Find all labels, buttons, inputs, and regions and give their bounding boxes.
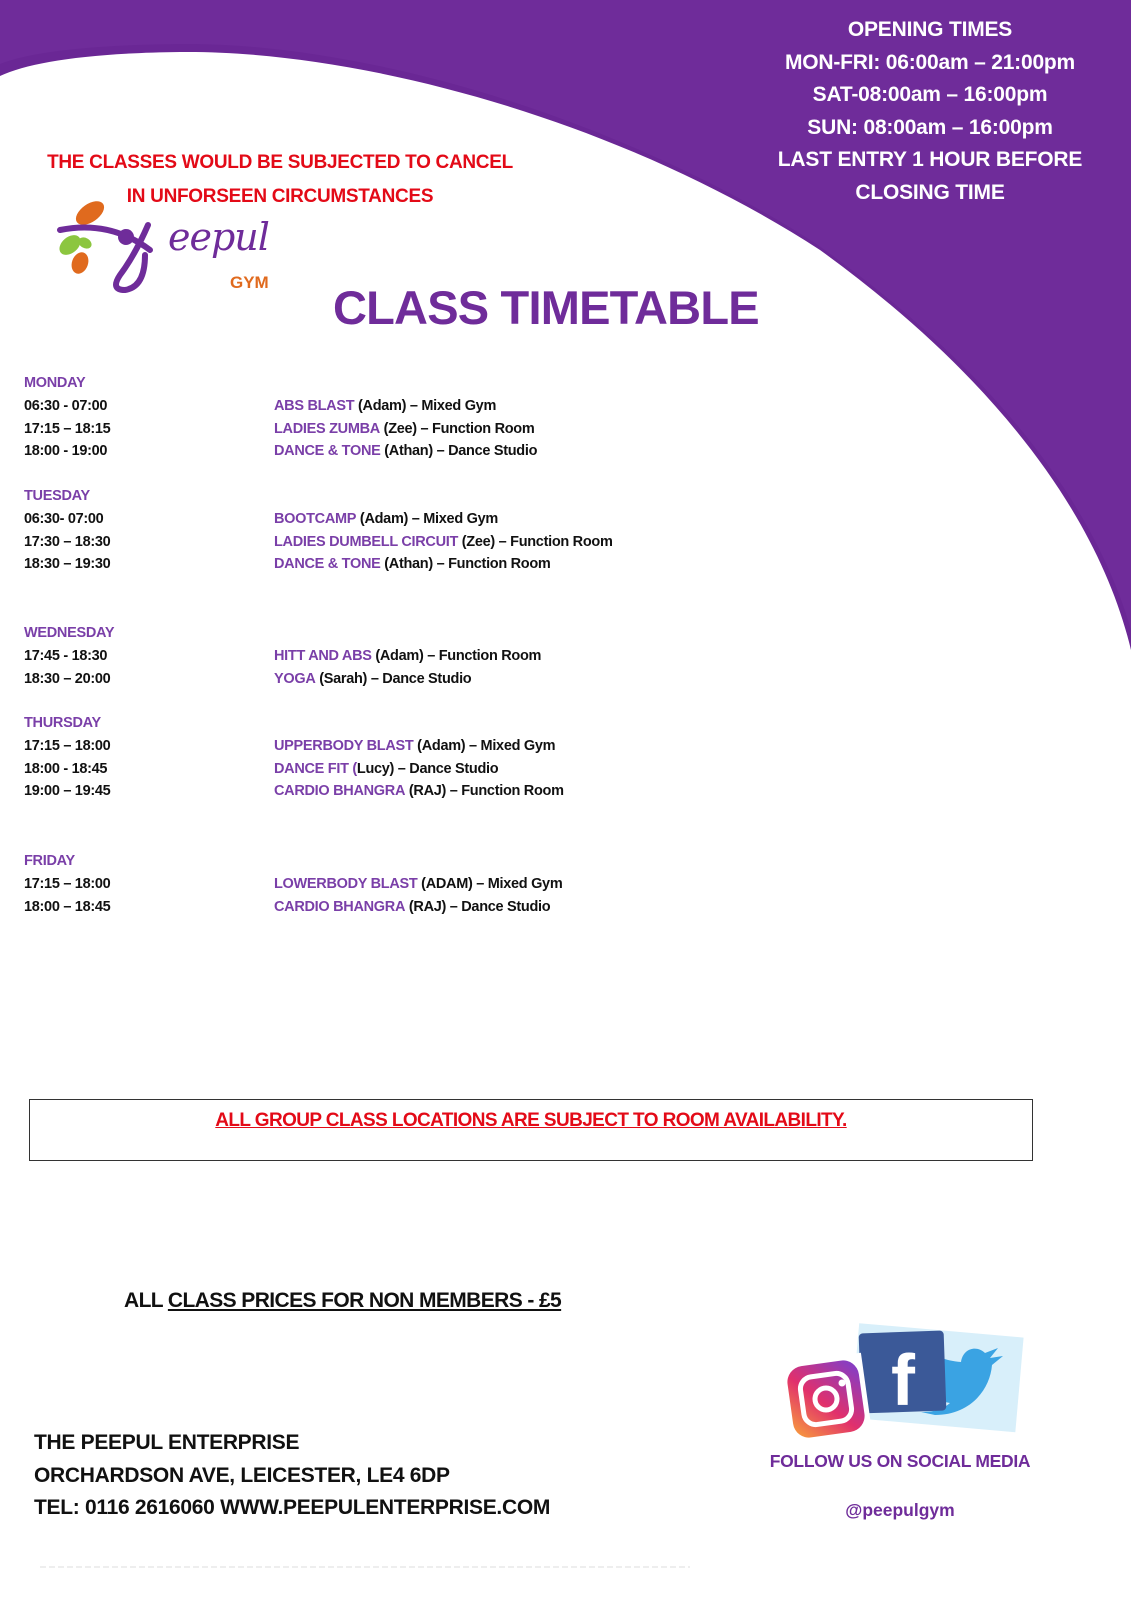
logo-wordmark: eepul (168, 215, 269, 259)
class-row (24, 645, 724, 668)
class-name: DANCE & TONE (274, 443, 381, 460)
class-name: CARDIO BHANGRA (274, 898, 406, 915)
address-line: ORCHARDSON AVE, LEICESTER, LE4 6DP (34, 1463, 450, 1487)
address-line: THE PEEPUL ENTERPRISE (34, 1431, 300, 1454)
day-heading: THURSDAY (24, 715, 101, 731)
class-time: 06:30 - 07:00 (24, 398, 108, 414)
class-row (24, 418, 724, 441)
class-time: 06:30- 07:00 (24, 511, 104, 527)
class-time: 18:00 – 18:45 (24, 898, 111, 915)
day-wednesday (24, 622, 724, 690)
day-thursday (24, 712, 724, 803)
class-detail: (ADAM) – Mixed Gym (417, 876, 563, 892)
class-detail: Lucy) – Dance Studio (356, 760, 499, 777)
class-row (24, 873, 724, 896)
class-time: 17:15 – 18:15 (24, 420, 111, 437)
class-row (24, 668, 724, 691)
facebook-icon (859, 1331, 947, 1421)
opening-times (740, 14, 1120, 209)
prices-prefix: ALL (124, 1289, 168, 1312)
class-row (24, 896, 724, 919)
opening-times-line: CLOSING TIME (855, 180, 1005, 204)
class-time: 17:45 - 18:30 (24, 648, 108, 664)
class-detail: (RAJ) – Dance Studio (405, 898, 551, 915)
logo-gym-label: GYM (230, 273, 269, 292)
class-detail: (Adam) – Mixed Gym (413, 738, 556, 754)
footer-divider (40, 1566, 690, 1568)
peepul-gym-logo (50, 195, 270, 310)
class-row (24, 735, 724, 758)
class-time: 17:30 – 18:30 (24, 533, 111, 550)
social-icons (785, 1320, 1035, 1440)
contact-address (34, 1427, 550, 1525)
class-name: LOWERBODY BLAST (274, 876, 418, 892)
day-monday (24, 372, 724, 463)
class-time: 18:30 – 19:30 (24, 556, 111, 573)
class-name: UPPERBODY BLAST (274, 738, 414, 754)
day-friday (24, 850, 724, 918)
opening-times-heading: OPENING TIMES (847, 18, 1013, 41)
address-line: TEL: 0116 2616060 WWW.PEEPULENTERPRISE.COM (34, 1496, 551, 1519)
class-row (24, 508, 724, 531)
class-name: LADIES ZUMBA (274, 420, 380, 437)
prices-text: CLASS PRICES FOR NON MEMBERS - £5 (167, 1289, 562, 1312)
class-row (24, 553, 724, 576)
day-heading: MONDAY (24, 375, 86, 391)
day-heading: FRIDAY (24, 853, 75, 869)
class-row (24, 440, 724, 463)
instagram-icon (785, 1353, 872, 1440)
social-media-section (760, 1320, 1090, 1530)
class-name: DANCE & TONE (274, 556, 381, 573)
class-name: ABS BLAST (274, 398, 355, 414)
opening-times-line: LAST ENTRY 1 HOUR BEFORE (777, 148, 1083, 171)
class-detail: (Athan) – Dance Studio (380, 443, 538, 460)
class-time: 18:30 – 20:00 (24, 670, 111, 687)
class-detail: (RAJ) – Function Room (405, 783, 564, 800)
class-detail: (Adam) – Mixed Gym (356, 511, 498, 527)
follow-us-label: FOLLOW US ON SOCIAL MEDIA (769, 1451, 1031, 1471)
class-row (24, 395, 724, 418)
class-time: 17:15 – 18:00 (24, 876, 111, 892)
class-row (24, 780, 724, 803)
warning-line: IN UNFORSEEN CIRCUMSTANCES (126, 186, 434, 207)
class-name: BOOTCAMP (274, 511, 357, 527)
class-detail: (Adam) – Function Room (371, 648, 542, 664)
class-name: HITT AND ABS (274, 648, 372, 664)
class-name: DANCE FIT ( (274, 760, 357, 777)
day-tuesday (24, 485, 724, 576)
class-name: LADIES DUMBELL CIRCUIT (274, 533, 459, 550)
day-heading: TUESDAY (24, 488, 90, 504)
class-detail: (Athan) – Function Room (380, 556, 551, 573)
social-handle: @peepulgym (845, 1500, 955, 1520)
warning-line: THE CLASSES WOULD BE SUBJECTED TO CANCEL (47, 152, 513, 173)
svg-text:f: f (891, 1341, 915, 1421)
class-time: 17:15 – 18:00 (24, 738, 111, 754)
class-name: CARDIO BHANGRA (274, 783, 406, 800)
class-row (24, 758, 724, 781)
class-name: YOGA (274, 670, 316, 687)
room-availability-notice (29, 1099, 1033, 1161)
class-detail: (Adam) – Mixed Gym (354, 398, 497, 414)
opening-times-line: MON-FRI: 06:00am – 21:00pm (784, 50, 1076, 74)
class-detail: (Zee) – Function Room (379, 420, 535, 437)
class-time: 18:00 - 19:00 (24, 443, 108, 460)
opening-times-line: SUN: 08:00am – 16:00pm (807, 115, 1053, 139)
notice-text: ALL GROUP CLASS LOCATIONS ARE SUBJECT TO ROOM AVAILABILITY. (215, 1110, 847, 1131)
opening-times-line: SAT-08:00am – 16:00pm (812, 83, 1048, 106)
class-row (24, 531, 724, 554)
class-detail: (Zee) – Function Room (458, 533, 613, 550)
class-time: 19:00 – 19:45 (24, 783, 111, 800)
page-title: CLASS TIMETABLE (333, 281, 759, 334)
class-detail: (Sarah) – Dance Studio (315, 670, 472, 687)
day-heading: WEDNESDAY (24, 625, 115, 641)
class-time: 18:00 - 18:45 (24, 760, 108, 777)
class-prices (124, 1289, 561, 1313)
